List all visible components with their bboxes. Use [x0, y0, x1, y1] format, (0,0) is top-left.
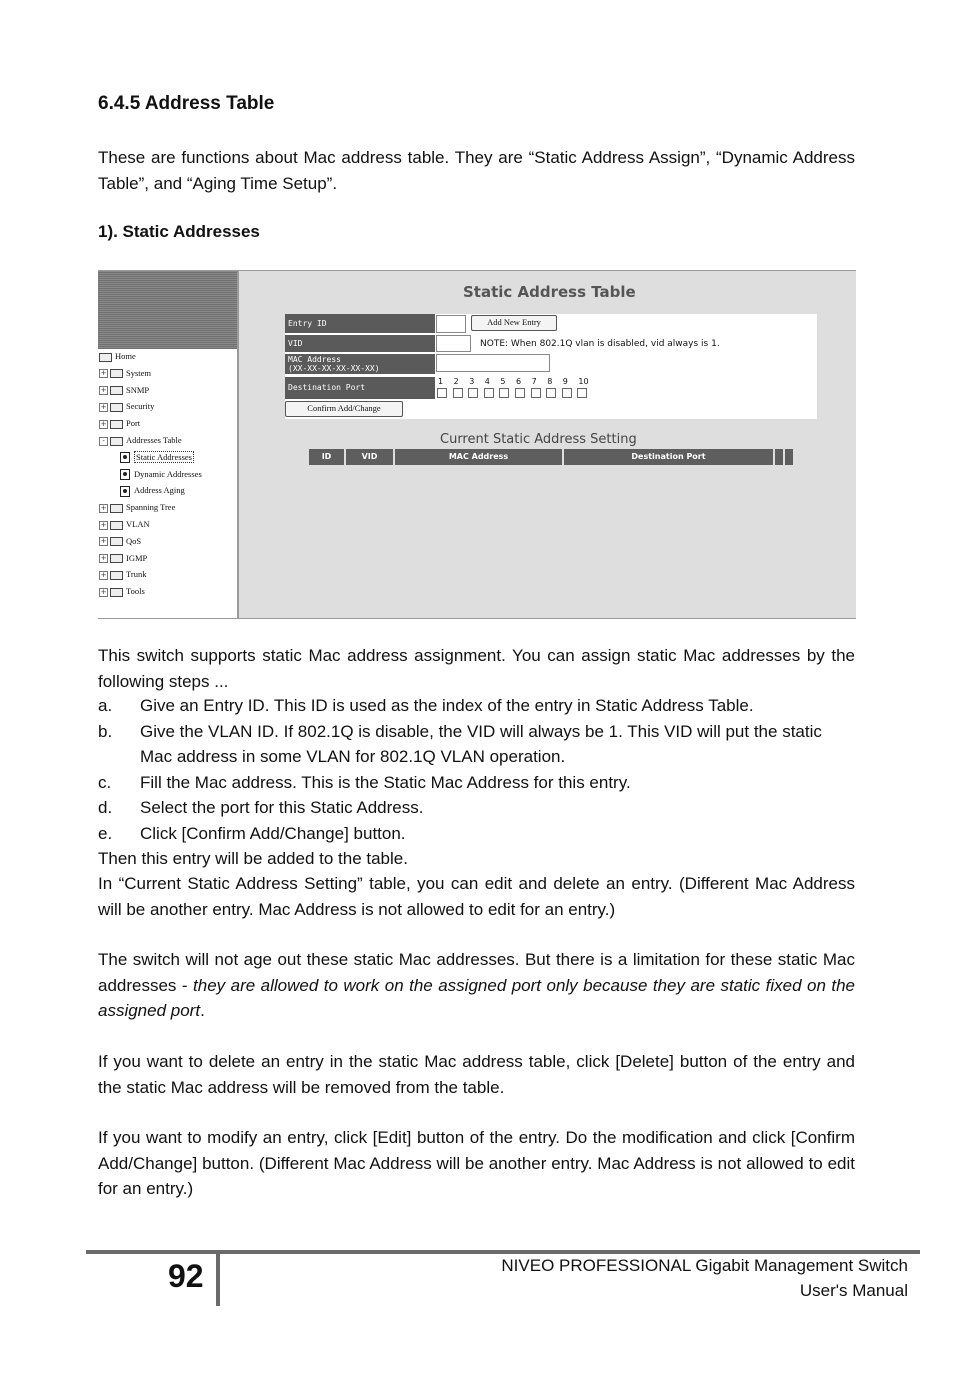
home-folder-icon: [99, 353, 112, 362]
port-checkbox[interactable]: [484, 388, 494, 398]
current-static-address-title: Current Static Address Setting: [440, 432, 637, 447]
tree-item[interactable]: [120, 468, 202, 480]
port-checkbox[interactable]: [531, 388, 541, 398]
folder-icon: [110, 369, 123, 378]
folder-icon: [110, 588, 123, 597]
port-number: 6: [516, 377, 522, 386]
tree-item-label: IGMP: [126, 552, 148, 563]
tree-item-label: Port: [126, 418, 141, 429]
expand-icon[interactable]: +: [100, 554, 107, 563]
mac-label-line2: (XX-XX-XX-XX-XX-XX): [288, 364, 380, 373]
tree-item-label: Security: [126, 401, 155, 412]
tree-item-label: Home: [115, 351, 136, 361]
tree-item[interactable]: [99, 501, 175, 513]
col-action-2: [785, 449, 793, 465]
modify-paragraph: If you want to modify an entry, click [Edit] button of the entry. Do the modification and click [Confirm Add/Change] button. (Different Mac Address will be another entry. Mac Address is not allowed to edit for an entry.): [98, 1128, 855, 1198]
then-line: Then this entry will be added to the table.: [98, 849, 408, 868]
tree-item[interactable]: [99, 350, 136, 362]
vid-input[interactable]: [436, 335, 471, 352]
folder-icon: [110, 537, 123, 546]
entry-id-input[interactable]: [436, 315, 466, 333]
entry-id-label: Entry ID: [285, 314, 435, 333]
port-checkbox[interactable]: [562, 388, 572, 398]
static-address-screenshot: [98, 270, 856, 619]
expand-icon[interactable]: +: [100, 537, 107, 546]
age-italic-text: they are allowed to work on the assigned port only because they are static fixed on the assigned port: [98, 975, 856, 1020]
tree-item-label: QoS: [126, 535, 142, 546]
steps-list: [98, 693, 855, 846]
list-item: [98, 719, 855, 770]
delete-paragraph: If you want to delete an entry in the static Mac address table, click [Delete] button of the entry and the static Mac address will be removed from the table.: [98, 1052, 855, 1097]
expand-icon[interactable]: +: [100, 587, 107, 596]
col-action-1: [775, 449, 783, 465]
vid-note: NOTE: When 802.1Q vlan is disabled, vid always is 1.: [480, 339, 720, 349]
list-item: [98, 795, 855, 821]
tree-item[interactable]: [99, 384, 149, 396]
tree-item-label: Tools: [126, 586, 145, 597]
col-mac-address: MAC Address: [395, 449, 562, 465]
tree-item[interactable]: [120, 484, 185, 496]
static-address-form: [285, 314, 817, 419]
age-paragraph: [98, 947, 855, 1024]
step-text: Fill the Mac address. This is the Static Mac Address for this entry.: [140, 772, 631, 792]
tree-item-label: SNMP: [126, 384, 150, 395]
footer-manual-name: User's Manual: [799, 1281, 908, 1300]
tree-item[interactable]: [99, 518, 150, 530]
port-number: 4: [484, 377, 490, 386]
mac-label-line1: MAC Address: [288, 355, 341, 364]
mac-address-label: [285, 354, 435, 374]
tree-item[interactable]: [99, 400, 154, 412]
vid-label: VID: [285, 335, 435, 352]
folder-icon: [110, 571, 123, 580]
port-number: 2: [453, 377, 459, 386]
step-text: Give an Entry ID. This ID is used as the index of the entry in Static Address Table.: [140, 696, 754, 715]
col-destination-port: Destination Port: [564, 449, 773, 465]
age-end: .: [200, 1001, 205, 1020]
step-text: Select the port for this Static Address.: [140, 798, 424, 817]
port-number: 10: [578, 377, 589, 386]
tree-item-label: System: [126, 367, 152, 378]
current-setting-paragraph: In “Current Static Address Setting” table, you can edit and delete an entry. (Different Mac Address will be another entry. Mac Address is not allowed to edit for an entry.): [98, 874, 855, 919]
port-checkbox[interactable]: [577, 388, 587, 398]
tree-item[interactable]: [99, 535, 141, 547]
mac-address-input[interactable]: [436, 354, 550, 372]
col-id: ID: [309, 449, 344, 465]
tree-item[interactable]: [99, 585, 145, 597]
port-checkbox[interactable]: [468, 388, 478, 398]
step-marker: e.: [98, 823, 113, 843]
add-new-entry-button[interactable]: Add New Entry: [471, 315, 557, 331]
tree-item-label: Spanning Tree: [126, 502, 176, 513]
step-marker: b.: [98, 721, 113, 741]
tree-item-label: Address Aging: [134, 485, 185, 496]
subsection-title: 1). Static Addresses: [98, 222, 260, 241]
port-number: 5: [500, 377, 506, 386]
folder-icon: [110, 554, 123, 563]
tree-item-label: VLAN: [126, 519, 150, 529]
expand-icon[interactable]: +: [100, 386, 107, 395]
nav-tree: [98, 271, 239, 618]
folder-icon: [110, 437, 123, 446]
expand-icon[interactable]: +: [100, 570, 107, 579]
tree-item[interactable]: [99, 367, 151, 379]
tree-item-label: Dynamic Addresses: [134, 468, 202, 479]
list-item: [98, 693, 855, 719]
tree-item-label: Addresses Table: [126, 435, 182, 445]
confirm-add-change-button[interactable]: Confirm Add/Change: [285, 401, 403, 417]
body-paragraph-1: This switch supports static Mac address assignment. You can assign static Mac addresses by the following steps ...: [98, 646, 855, 691]
step-text: Click [Confirm Add/Change] button.: [140, 823, 406, 843]
folder-icon: [110, 521, 123, 530]
folder-icon: [110, 420, 123, 429]
expand-icon[interactable]: +: [100, 402, 107, 411]
page-number: 92: [168, 1258, 204, 1294]
port-number: 3: [469, 377, 475, 386]
page-icon: [120, 486, 130, 497]
folder-icon: [110, 504, 123, 513]
step-text: Give the VLAN ID. If 802.1Q is disable, the VID will always be 1. This VID will put the static Mac address in some VLAN for 802.1Q VLAN operation.: [140, 721, 822, 766]
expand-icon[interactable]: +: [100, 419, 107, 428]
footer-divider: [216, 1254, 220, 1306]
expand-icon[interactable]: +: [100, 520, 107, 529]
step-marker: c.: [98, 772, 112, 792]
age-text: The switch will not age out these static Mac addresses. But there is a limitation for these static Mac addresses -: [98, 950, 855, 995]
list-item: [98, 770, 855, 796]
port-number: 7: [531, 377, 537, 386]
tree-item-label: Static Addresses: [136, 451, 192, 462]
step-marker: a.: [98, 696, 113, 715]
col-vid: VID: [346, 449, 393, 465]
static-address-table-title: Static Address Table: [463, 283, 636, 301]
tree-header-image: [98, 271, 237, 349]
port-checkbox[interactable]: [546, 388, 556, 398]
intro-paragraph: These are functions about Mac address table. They are “Static Address Assign”, “Dynamic Address Table”, and “Aging Time Setup”.: [98, 148, 855, 193]
tree-item[interactable]: [99, 434, 182, 446]
port-number: 9: [562, 377, 568, 386]
port-checkbox[interactable]: [437, 388, 447, 398]
port-checkbox[interactable]: [499, 388, 509, 398]
expand-icon[interactable]: +: [100, 503, 107, 512]
footer-product-name: NIVEO PROFESSIONAL Gigabit Management Switch: [501, 1256, 908, 1275]
port-checkbox[interactable]: [453, 388, 463, 398]
folder-icon: [110, 403, 123, 412]
destination-port-label: Destination Port: [285, 377, 435, 399]
port-number: 8: [547, 377, 553, 386]
port-number: 1: [438, 377, 444, 386]
expand-icon[interactable]: +: [100, 369, 107, 378]
footer-rule: [86, 1250, 920, 1254]
tree-item[interactable]: [99, 552, 147, 564]
port-checkbox[interactable]: [515, 388, 525, 398]
section-title: 6.4.5 Address Table: [98, 93, 275, 114]
page-icon: [120, 469, 130, 480]
tree-item[interactable]: [99, 568, 146, 580]
collapse-icon[interactable]: -: [99, 437, 108, 446]
tree-item[interactable]: [99, 417, 140, 429]
step-marker: d.: [98, 798, 113, 817]
tree-item-label: Trunk: [126, 569, 147, 580]
list-item: [98, 821, 855, 847]
folder-icon: [110, 386, 123, 395]
page-icon: [120, 452, 130, 463]
tree-item[interactable]: [120, 451, 194, 463]
